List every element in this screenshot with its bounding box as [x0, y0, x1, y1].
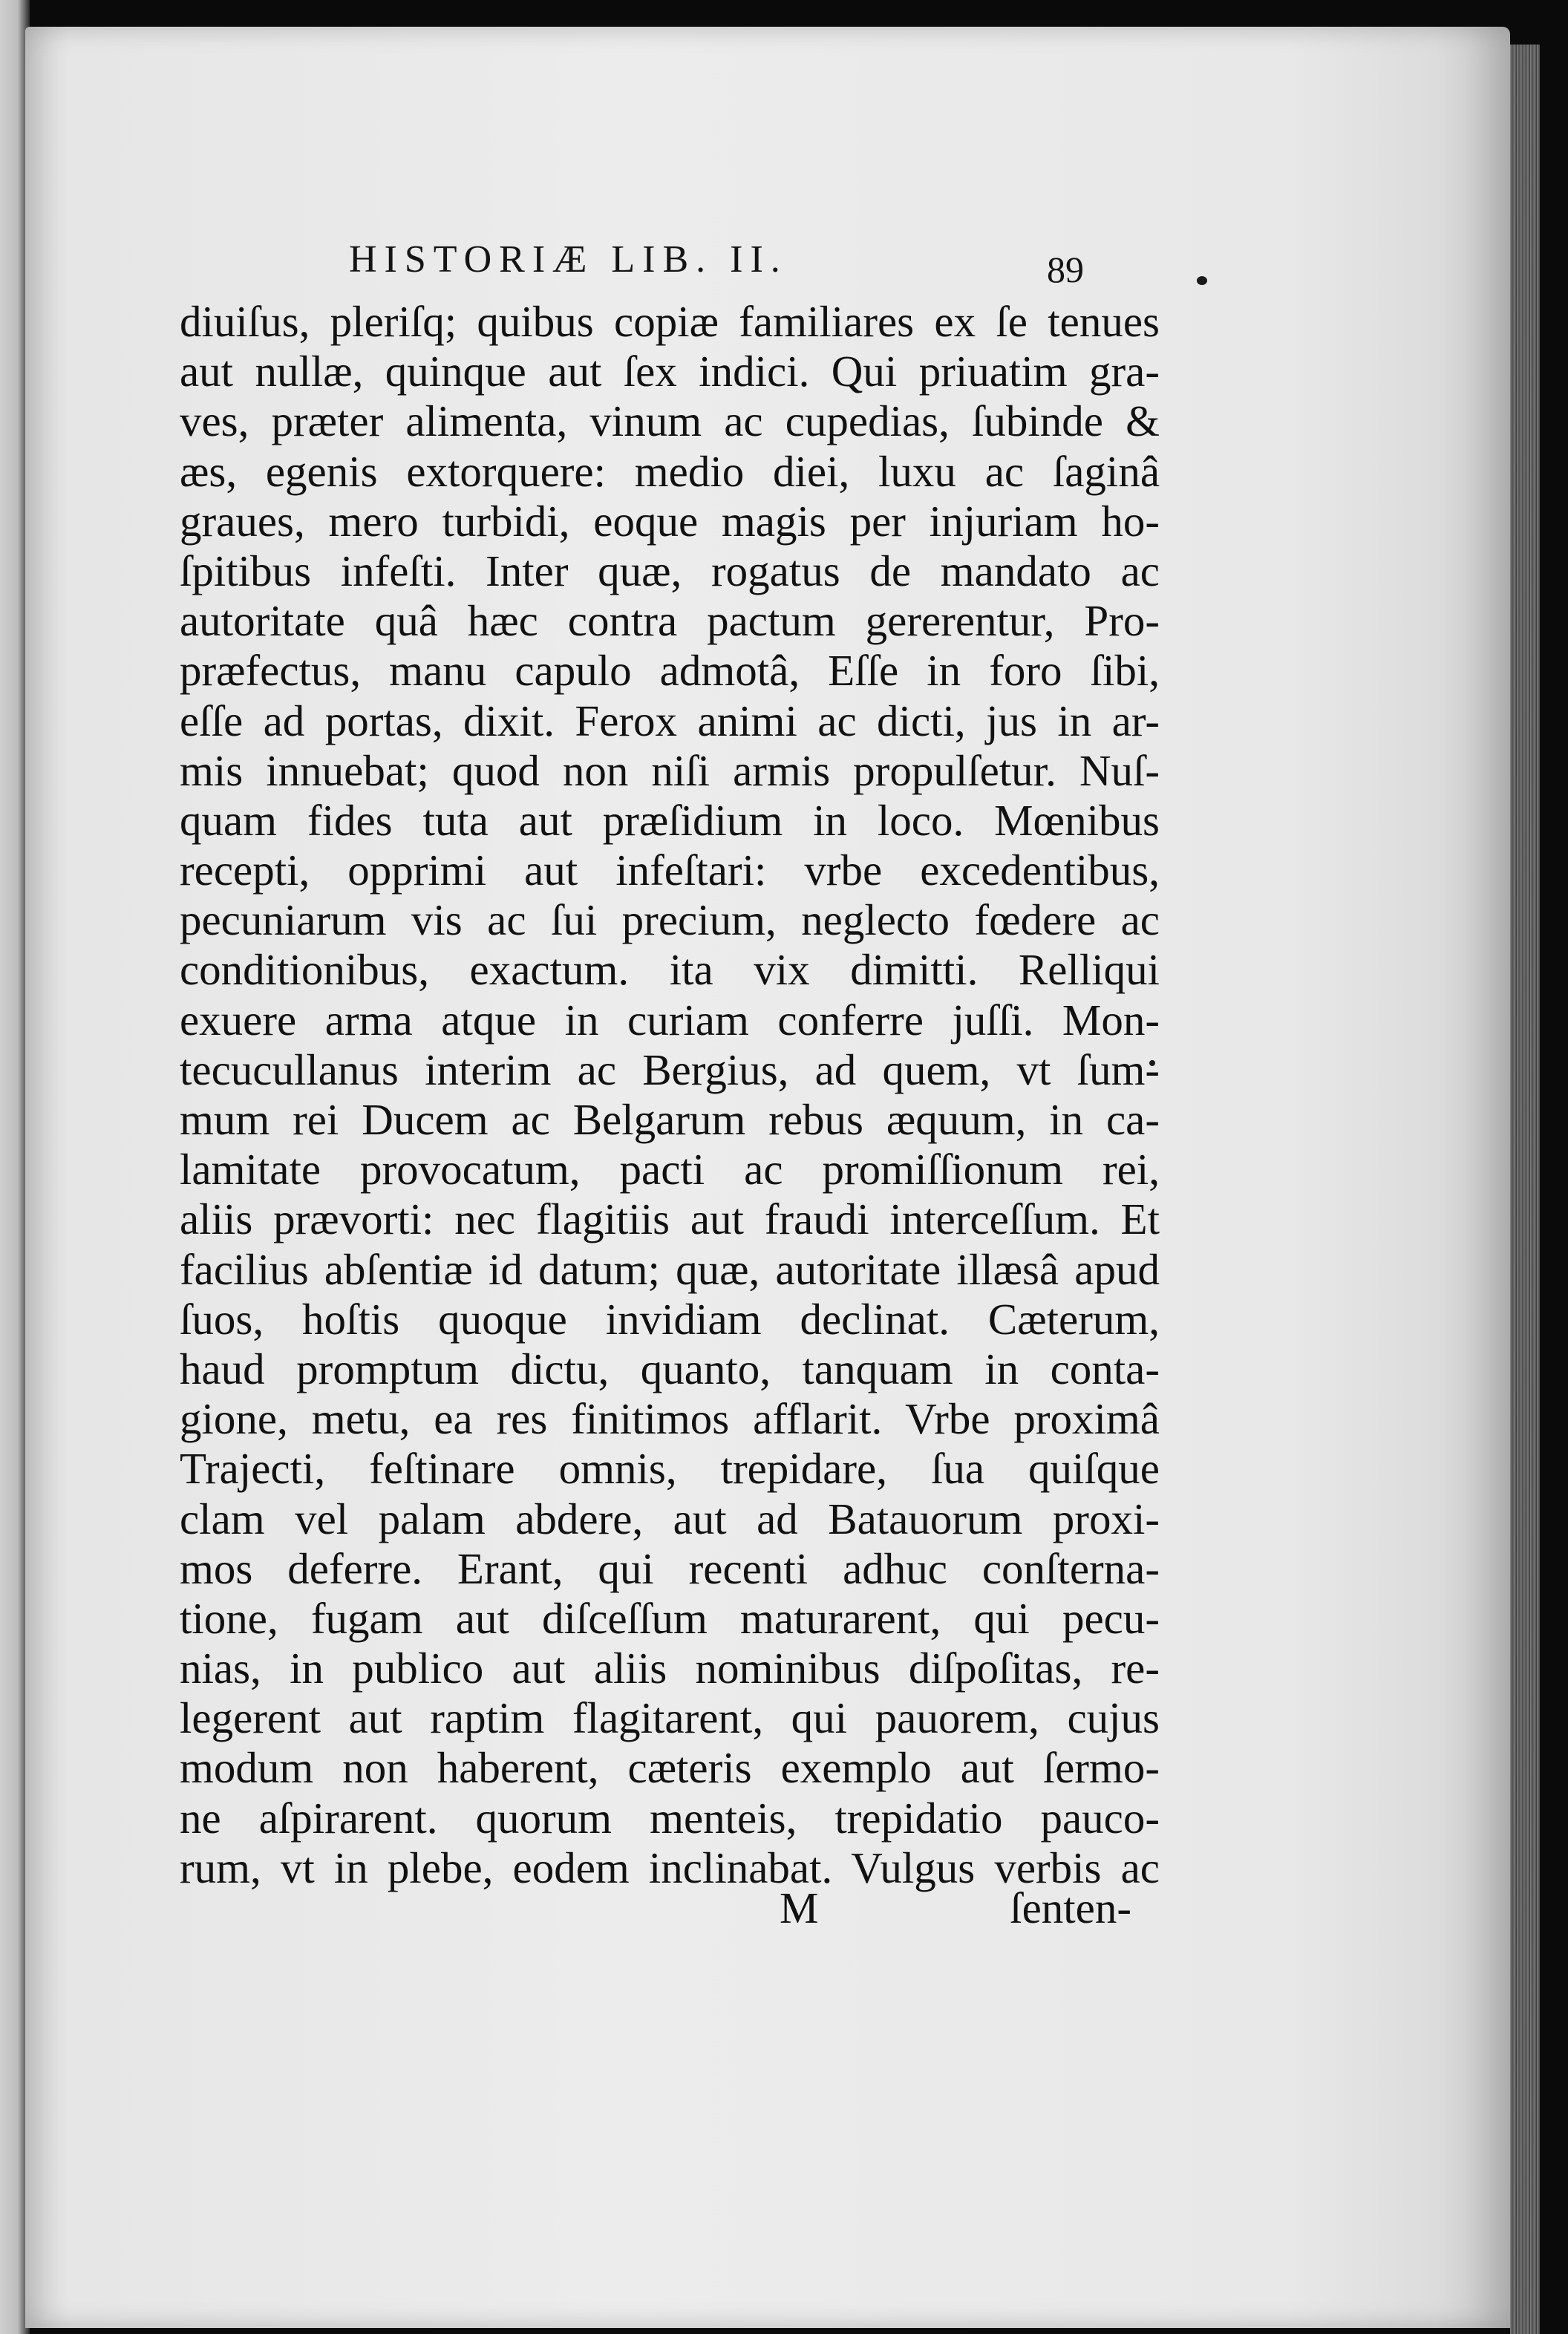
text-line: graues, mero turbidi, eoque magis per injuriam ho- [180, 496, 1160, 546]
text-line: aliis prævorti: nec flagitiis aut fraudi interceſſum. Et [180, 1194, 1160, 1244]
text-line: ves, præter alimenta, vinum ac cupedias, ſubinde & [180, 396, 1160, 446]
text-line: nias, in publico aut aliis nominibus diſpoſitas, re- [180, 1644, 1160, 1693]
stacked-page-edges [1510, 45, 1540, 2334]
text-line: tecucullanus interim ac Bergius, ad quem, vt ſum- [180, 1045, 1160, 1094]
text-line: lamitate provocatum, pacti ac promiſſionum rei, [180, 1145, 1160, 1194]
text-line: tione, fugam aut diſceſſum maturarent, qui pecu- [180, 1593, 1160, 1643]
text-line: ne aſpirarent. quorum menteis, trepidatio pauco- [180, 1793, 1160, 1843]
text-line: conditionibus, exactum. ita vix dimitti. Relliqui [180, 945, 1160, 995]
text-line: rum, vt in plebe, eodem inclinabat. Vulgus verbis ac [180, 1843, 1160, 1892]
page-footer [180, 1883, 1160, 1935]
text-line: ſpitibus infeſti. Inter quæ, rogatus de mandato ac [180, 546, 1160, 595]
text-line: haud promptum dictu, quanto, tanquam in conta- [180, 1344, 1160, 1393]
text-line: autoritate quâ hæc contra pactum gererentur, Pro- [180, 596, 1160, 646]
text-line: facilius abſentiæ id datum; quæ, autoritate illæsâ apud [180, 1244, 1160, 1294]
text-line: gione, metu, ea res finitimos afflarit. Vrbe proximâ [180, 1394, 1160, 1444]
catchword: ſenten- [1010, 1883, 1131, 1932]
text-line: eſſe ad portas, dixit. Ferox animi ac dicti, jus in ar- [180, 696, 1160, 745]
text-line: Trajecti, feſtinare omnis, trepidare, ſua quiſque [180, 1444, 1160, 1494]
text-line: legerent aut raptim flagitarent, qui pauorem, cujus [180, 1693, 1160, 1743]
text-line: præfectus, manu capulo admotâ, Eſſe in foro ſibi, [180, 646, 1160, 696]
text-line: clam vel palam abdere, aut ad Batauorum proxi- [180, 1494, 1160, 1543]
text-line: diuiſus, pleriſq; quibus copiæ familiares ex ſe tenues [180, 297, 1160, 346]
text-line: pecuniarum vis ac ſui precium, neglecto fœdere ac [180, 895, 1160, 945]
text-line: exuere arma atque in curiam conferre juſſi. Mon- [180, 995, 1160, 1045]
running-head: HISTORIÆ LIB. II. [349, 238, 788, 281]
text-line: recepti, opprimi aut infeſtari: vrbe excedentibus, [180, 846, 1160, 895]
folio-number: 89 [1047, 249, 1084, 290]
text-line: mos deferre. Erant, qui recenti adhuc conſterna- [180, 1543, 1160, 1593]
text-line: quam fides tuta aut præſidium in loco. Mœnibus [180, 795, 1160, 845]
text-line: aut nullæ, quinque aut ſex indici. Qui priuatim gra- [180, 347, 1160, 396]
text-line: ſuos, hoſtis quoque invidiam declinat. Cæterum, [180, 1294, 1160, 1344]
text-line: æs, egenis extorquere: medio diei, luxu ac ſaginâ [180, 446, 1160, 496]
signature-mark: M [780, 1883, 819, 1932]
text-block [180, 297, 1160, 1893]
text-line: modum non haberent, cæteris exemplo aut ſermo- [180, 1743, 1160, 1793]
text-line: mum rei Ducem ac Belgarum rebus æquum, in ca- [180, 1095, 1160, 1144]
ink-speck [1197, 276, 1207, 285]
text-line: mis innuebat; quod non niſi armis propulſetur. Nuſ- [180, 745, 1160, 795]
